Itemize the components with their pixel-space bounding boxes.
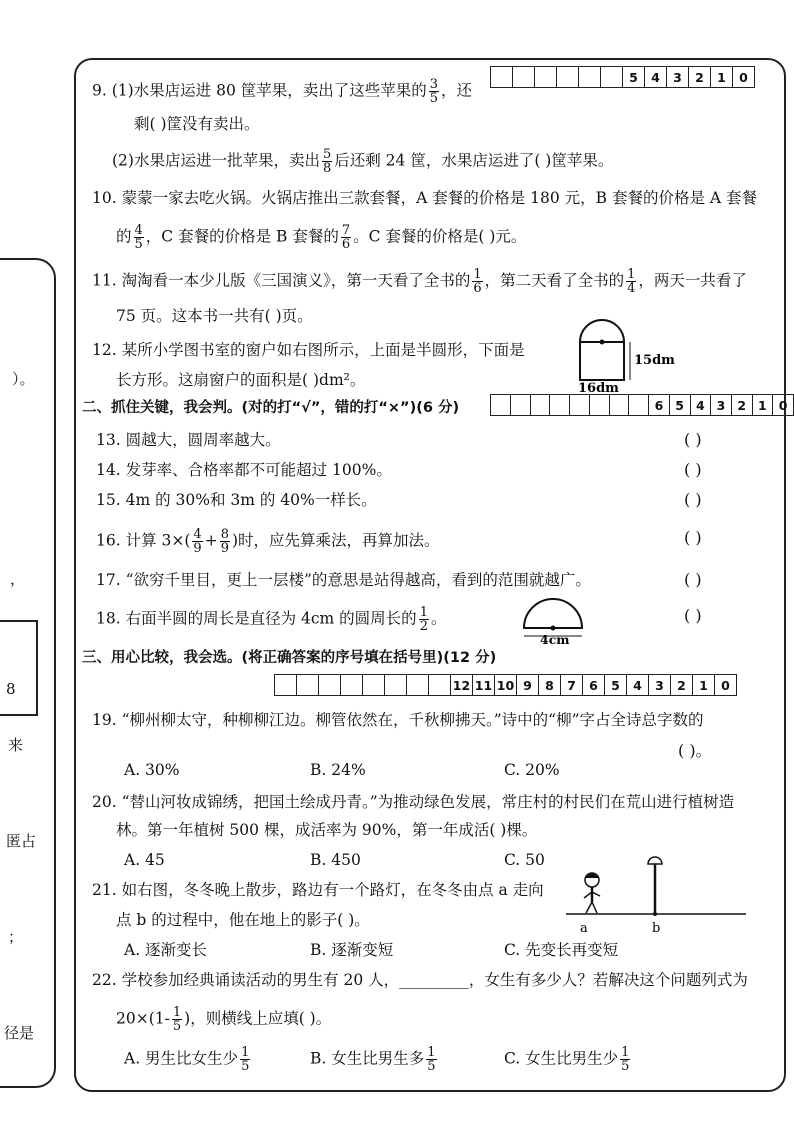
- q22-option-b[interactable]: B. 女生比男生多 $\frac{1}{5}$: [310, 1045, 436, 1074]
- q20-option-a[interactable]: A. 45: [124, 851, 165, 869]
- q14-answer-blank[interactable]: ( ): [684, 460, 702, 479]
- q20-option-c[interactable]: C. 50: [504, 851, 545, 869]
- street-lamp-figure: [566, 852, 750, 936]
- q18-text: 18. 右面半圆的周长是直径为 4cm 的圆周长的 $\frac{1}{2}$ 。: [96, 605, 447, 634]
- fraction: $\frac{1}{4}$: [627, 267, 636, 296]
- q21-line1: 21. 如右图，冬冬晚上散步，路边有一个路灯，在冬冬由点 a 走向: [92, 881, 544, 899]
- q21-option-c[interactable]: C. 先变长再变短: [504, 941, 619, 959]
- q12-line1: 12. 某所小学图书室的窗户如右图所示，上面是半圆形，下面是: [92, 341, 525, 359]
- fraction: $\frac{3}{5}$: [429, 77, 439, 106]
- q10-line2: 的 $\frac{4}{5}$ ，C 套餐的价格是 B 套餐的 $\frac{7}{6}$ 。C 套餐的价格是( )元。: [116, 223, 527, 252]
- q22-option-c[interactable]: C. 女生比男生少 $\frac{1}{5}$: [504, 1045, 630, 1074]
- q11-line2: 75 页。这本书一共有( )页。: [116, 307, 313, 325]
- q17-text: 17. “欲穷千里目，更上一层楼”的意思是站得越高，看到的范围就越广。: [96, 571, 591, 589]
- q22-line1: 22. 学校参加经典诵读活动的男生有 20 人，_________，女生有多少人？若解决这个问题列式为: [92, 971, 748, 989]
- q20-line2: 林。第一年植树 500 棵，成活率为 90%，第一年成活( )棵。: [116, 821, 538, 839]
- point-b-label: b: [652, 921, 661, 936]
- fraction: $\frac{1}{2}$: [419, 605, 428, 634]
- margin-text-3: 8: [6, 680, 16, 698]
- section2-title: 二、抓住关键，我会判。(对的打“√”，错的打“×”)(6 分): [82, 400, 460, 416]
- fraction: $\frac{1}{5}$: [172, 1005, 182, 1034]
- width-label: 16dm: [578, 381, 619, 392]
- q13-answer-blank[interactable]: ( ): [684, 430, 702, 449]
- left-page-box: [0, 620, 38, 716]
- fraction: $\frac{4}{5}$: [134, 223, 143, 252]
- q14-text: 14. 发芽率、合格率都不可能超过 100%。: [96, 461, 392, 479]
- q10-line1: 10. 蒙蒙一家去吃火锅。火锅店推出三款套餐，A 套餐的价格是 180 元，B 套餐的价格是 A 套餐: [92, 189, 758, 207]
- section3-title: 三、用心比较，我会选。(将正确答案的序号填在括号里)(12 分): [82, 650, 497, 666]
- fraction: $\frac{1}{6}$: [473, 267, 482, 296]
- q19-text: 19. “柳州柳太守，种柳柳江边。柳管依然在，千秋柳拂天。”诗中的“柳”字占全诗总字数的: [92, 711, 704, 729]
- fraction: $\frac{1}{5}$: [621, 1045, 630, 1074]
- q17-answer-blank[interactable]: ( ): [684, 570, 702, 589]
- margin-text-7: 径是: [4, 1024, 35, 1042]
- margin-text-4: 来: [8, 736, 24, 754]
- semicircle-shape: [580, 320, 624, 342]
- semicircle-figure: [518, 596, 588, 648]
- q19-answer-blank[interactable]: ( )。: [678, 741, 712, 760]
- q15-answer-blank[interactable]: ( ): [684, 490, 702, 509]
- q16-text: 16. 计算 3×( $\frac{4}{9}$ + $\frac{8}{9}$ )时，应先算乘法，再算加法。: [96, 527, 440, 556]
- score-box-section2: 6 5 4 3 2 1 0: [490, 394, 794, 416]
- q21-line2: 点 b 的过程中，他在地上的影子( )。: [116, 911, 370, 929]
- fraction: $\frac{1}{5}$: [427, 1045, 436, 1074]
- q15-text: 15. 4m 的 30%和 3m 的 40%一样长。: [96, 491, 377, 509]
- fraction: $\frac{4}{9}$: [193, 527, 202, 556]
- q20-line1: 20. “替山河妆成锦绣，把国土绘成丹青。”为推动绿色发展，常庄村的村民们在荒山进行植树造: [92, 793, 735, 811]
- margin-text-2: ，: [10, 570, 26, 588]
- q19-option-c[interactable]: C. 20%: [504, 761, 560, 779]
- q19-option-b[interactable]: B. 24%: [310, 761, 366, 779]
- q13-text: 13. 圆越大，圆周率越大。: [96, 431, 281, 449]
- point-a-label: a: [580, 921, 588, 936]
- fraction: $\frac{1}{5}$: [241, 1045, 250, 1074]
- q20-option-b[interactable]: B. 450: [310, 851, 361, 869]
- margin-text-5: 匿占: [6, 832, 37, 850]
- q9-line3: (2)水果店运进一批苹果，卖出 $\frac{5}{8}$ 后还剩 24 筐，水果店运进了( )筐苹果。: [112, 147, 614, 176]
- q9-line1: 9. (1)水果店运进 80 筐苹果，卖出了这些苹果的 $\frac{3}{5}$ ，还: [92, 77, 473, 106]
- fraction: $\frac{8}{9}$: [220, 527, 229, 556]
- rectangle-shape: [580, 342, 624, 380]
- height-label: 15dm: [634, 353, 675, 368]
- q21-option-a[interactable]: A. 逐渐变长: [124, 941, 208, 959]
- score-box-top: 5 4 3 2 1 0: [490, 66, 755, 88]
- margin-text-1: ）。: [12, 370, 35, 388]
- q12-line2: 长方形。这扇窗户的面积是( )dm²。: [116, 371, 366, 389]
- score-box-section3: 12 11 10 9 8 7 6 5 4 3 2 1 0: [274, 674, 737, 696]
- window-figure: [570, 316, 680, 392]
- center-dot: [600, 340, 605, 345]
- q18-answer-blank[interactable]: ( ): [684, 606, 702, 625]
- q19-option-a[interactable]: A. 30%: [124, 761, 180, 779]
- street-lamp: [648, 857, 662, 914]
- diameter-label: 4cm: [540, 632, 570, 647]
- fraction: $\frac{5}{8}$: [322, 147, 332, 176]
- margin-text-6: ；: [8, 928, 24, 946]
- q11-line1: 11. 淘淘看一本少儿版《三国演义》，第一天看了全书的 $\frac{1}{6}$ ，第二天看了全书的 $\frac{1}{4}$ ，两天一共看了: [92, 267, 747, 296]
- fraction: $\frac{7}{6}$: [341, 223, 351, 252]
- boy-figure: [584, 873, 600, 913]
- q16-answer-blank[interactable]: ( ): [684, 528, 702, 547]
- q9-line2: 剩( )筐没有卖出。: [134, 115, 260, 133]
- q22-option-a[interactable]: A. 男生比女生少 $\frac{1}{5}$: [124, 1045, 250, 1074]
- q21-option-b[interactable]: B. 逐渐变短: [310, 941, 394, 959]
- q22-line2: 20×(1- $\frac{1}{5}$ )，则横线上应填( )。: [116, 1005, 332, 1034]
